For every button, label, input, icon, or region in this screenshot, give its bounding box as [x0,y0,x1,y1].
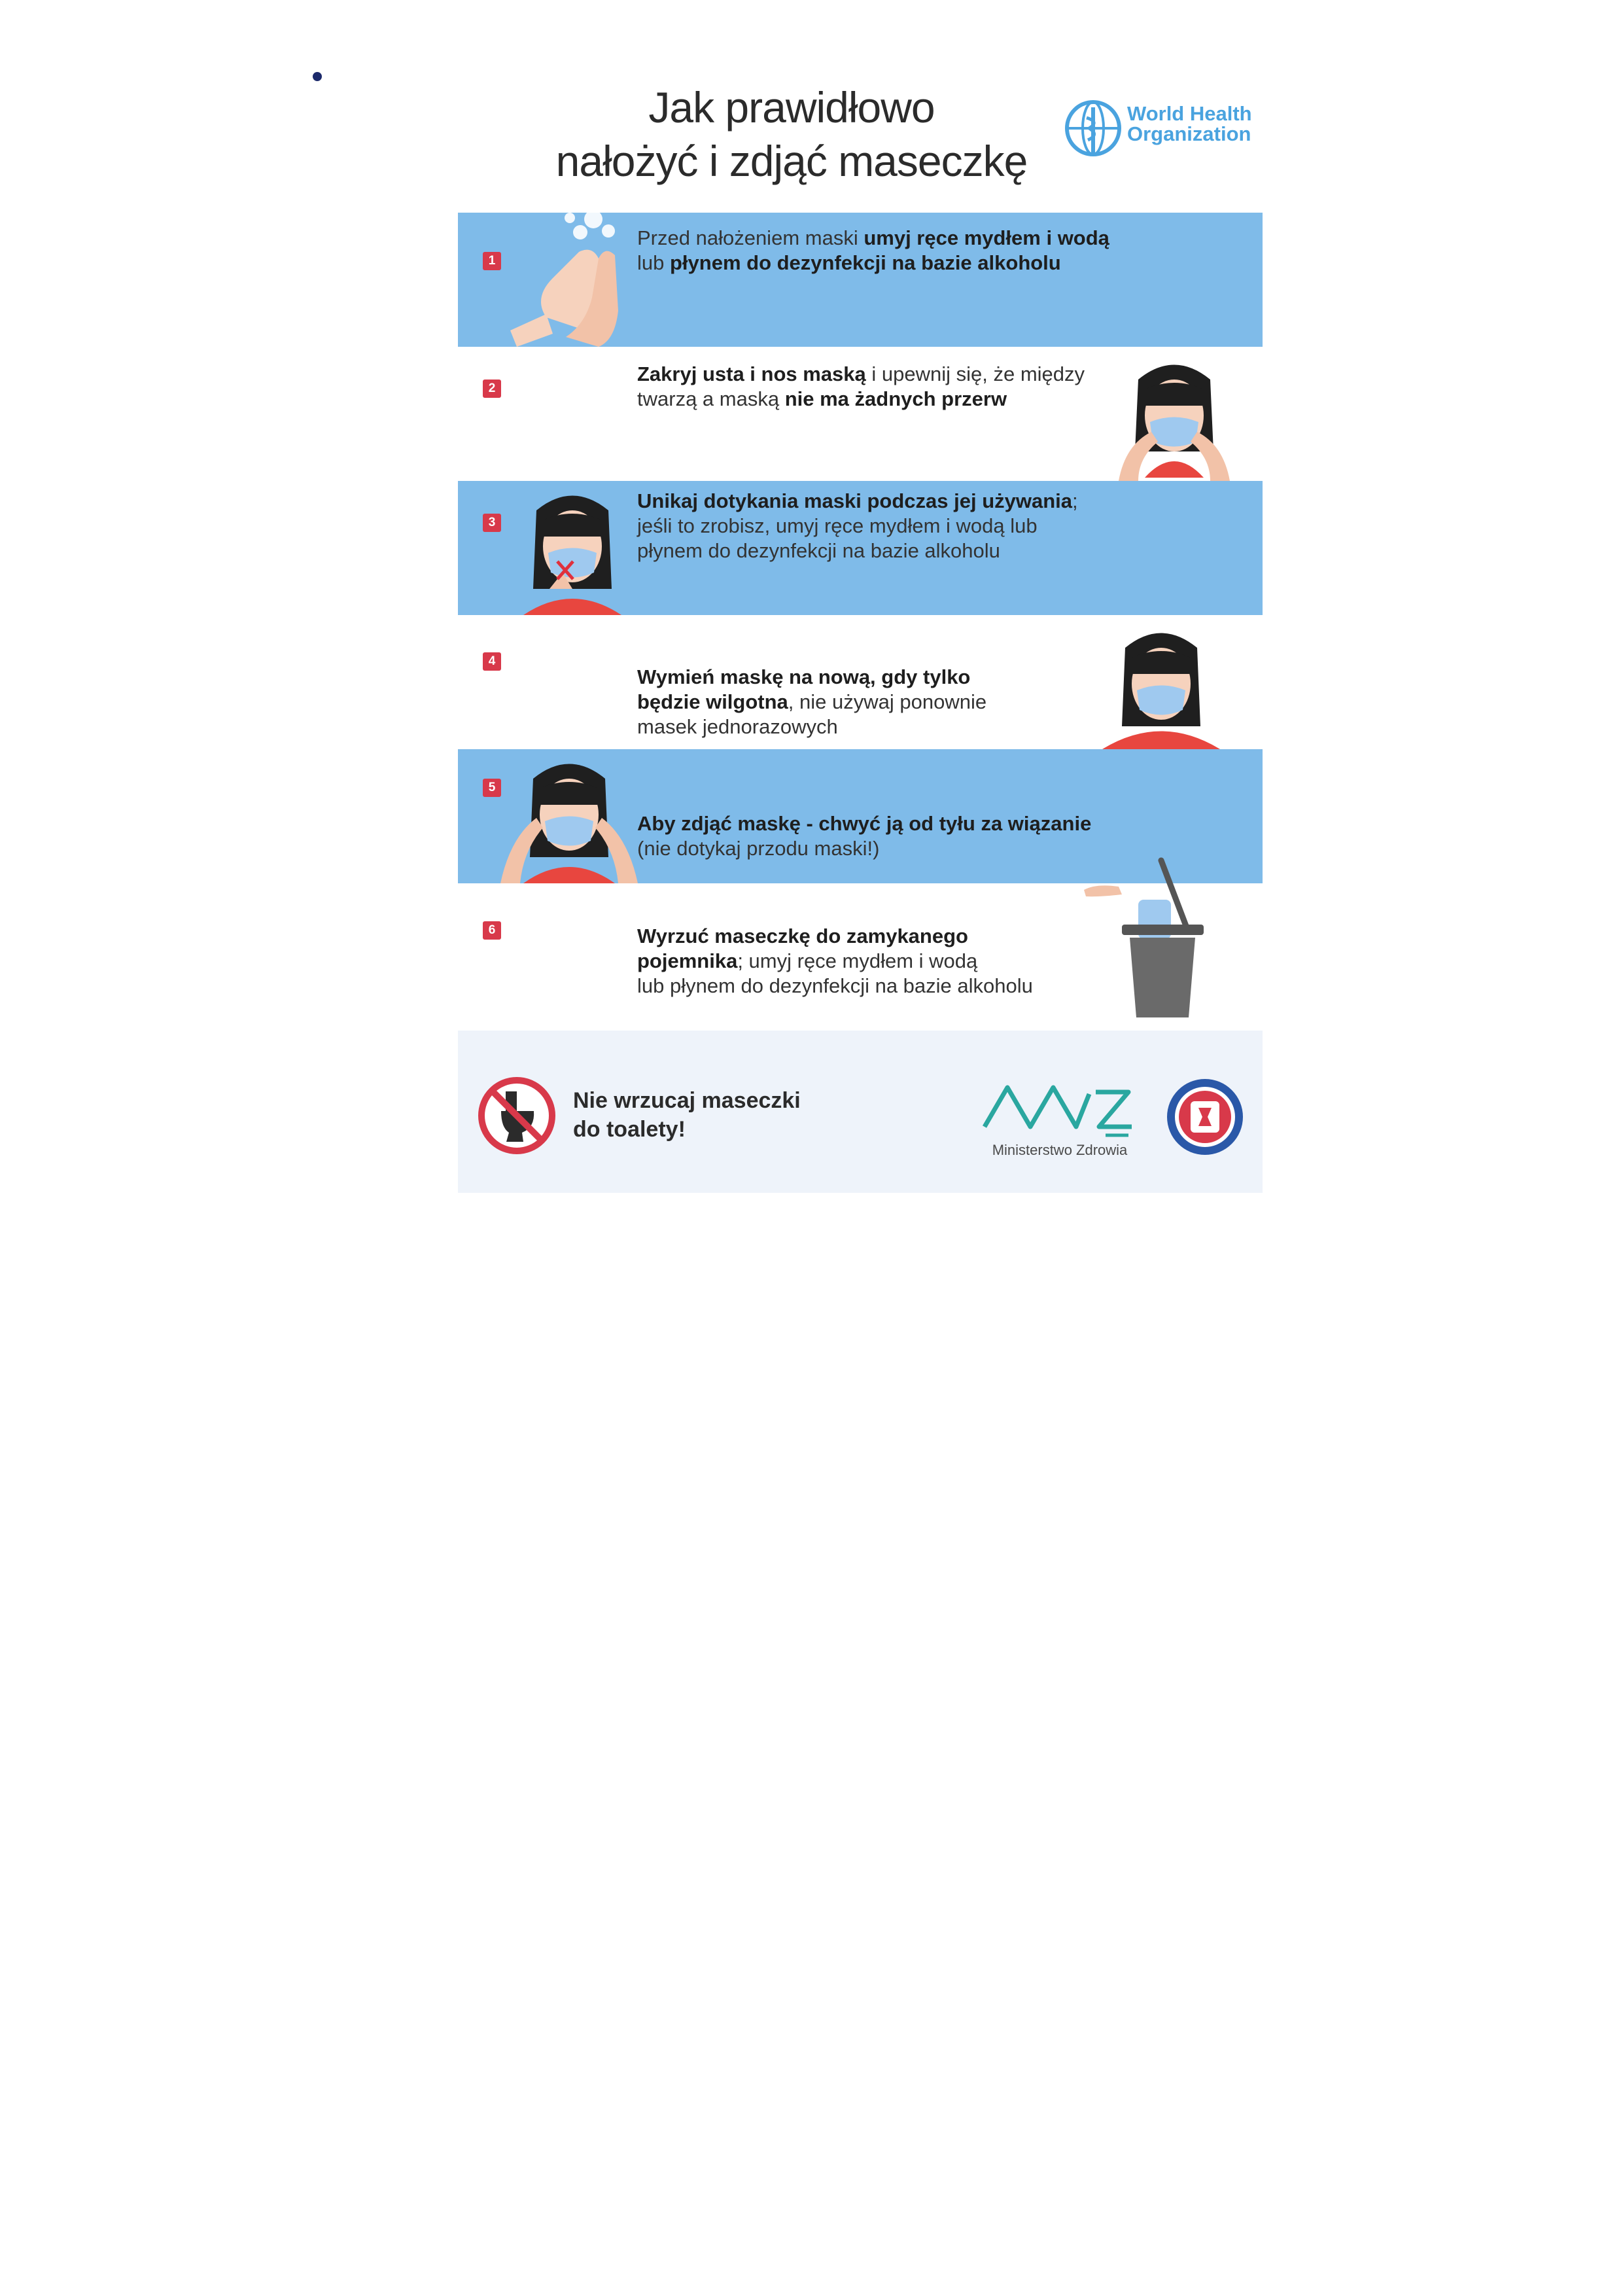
step-text [637,924,1033,998]
no-toilet-icon [476,1075,557,1156]
step-4-part-1: Wymień maskę na nową, gdy tylko [637,665,971,688]
step-1-part-4: płynem do dezynfekcji na bazie alkoholu [669,251,1061,274]
step-6-part-1b: pojemnika [637,949,738,972]
step-6-part-1: Wyrzuć maseczkę do zamykanego [637,925,968,947]
step-4-part-1b: będzie wilgotna [637,690,788,713]
poster-title-line-2: nałożyć i zdjąć maseczkę [555,137,1028,185]
who-logo [1063,98,1253,160]
footer-line-1: Nie wrzucaj maseczki [573,1088,801,1113]
step-3-part-1: Unikaj dotykania maski podczas jej używania [637,489,1073,512]
step-number: 3 [483,514,501,532]
who-emblem-icon [1063,98,1123,158]
step-number: 1 [483,252,501,270]
step-row-1 [458,213,1263,347]
step-5-part-1: Aby zdjąć maskę - chwyć ją od tyłu za wiązanie [637,812,1092,835]
poster-title [510,80,1073,188]
ministry-of-health-logo [981,1078,1138,1143]
step-6-part-2: ; umyj ręce mydłem i wodą [737,949,978,972]
washing-hands-icon [507,200,638,347]
poster-title-line-1: Jak prawidłowo [648,83,935,132]
step-3-part-2b: jeśli to zrobisz, umyj ręce mydłem i wodą lub [637,514,1038,537]
step-number: 2 [483,380,501,398]
step-text [637,489,1078,563]
step-text [637,226,1109,275]
step-row-3 [458,481,1263,615]
woman-putting-on-mask-icon [1099,360,1249,481]
footer-line-2: do toalety! [573,1117,686,1142]
trash-bin-icon [1083,854,1213,1017]
step-4-part-2: , nie używaj ponownie [788,690,987,713]
step-1-part-2: umyj ręce mydłem i wodą [864,226,1109,249]
step-4-part-2b: masek jednorazowych [637,715,838,738]
step-2-part-2: i upewnij się, że między [865,362,1085,385]
poster-footer [458,1031,1263,1193]
sanitary-inspection-seal-icon [1164,1076,1246,1158]
step-1-part-1: Przed nałożeniem maski [637,226,864,249]
who-wordmark [1127,103,1252,144]
step-1-part-3: lub [637,251,670,274]
step-6-part-2b: lub płynem do dezynfekcji na bazie alkoholu [637,974,1033,997]
step-number: 5 [483,779,501,797]
who-line-2: Organization [1127,122,1251,145]
step-3-part-2: ; [1072,489,1078,512]
step-5-part-2: (nie dotykaj przodu maski!) [637,837,880,860]
mask-instructions-poster [458,62,1263,1193]
footer-warning-text [573,1086,801,1144]
step-text [637,665,986,739]
woman-removing-mask-icon [497,759,641,883]
step-2-part-2b: twarzą a maską [637,387,785,410]
step-number: 6 [483,921,501,940]
step-2-part-1: Zakryj usta i nos maską [637,362,866,385]
list-bullet [313,72,322,81]
step-row-4 [458,615,1263,749]
who-line-1: World Health [1127,102,1252,125]
step-row-2 [458,347,1263,481]
step-number: 4 [483,652,501,671]
step-text [637,811,1091,861]
step-text [637,362,1085,412]
ministry-caption: Ministerstwo Zdrowia [992,1142,1128,1158]
step-row-6 [458,883,1263,1017]
woman-wearing-mask-icon [1096,628,1227,749]
woman-touching-mask-icon [510,491,635,615]
step-3-part-2c: płynem do dezynfekcji na bazie alkoholu [637,539,1000,562]
step-2-part-3: nie ma żadnych przerw [784,387,1007,410]
